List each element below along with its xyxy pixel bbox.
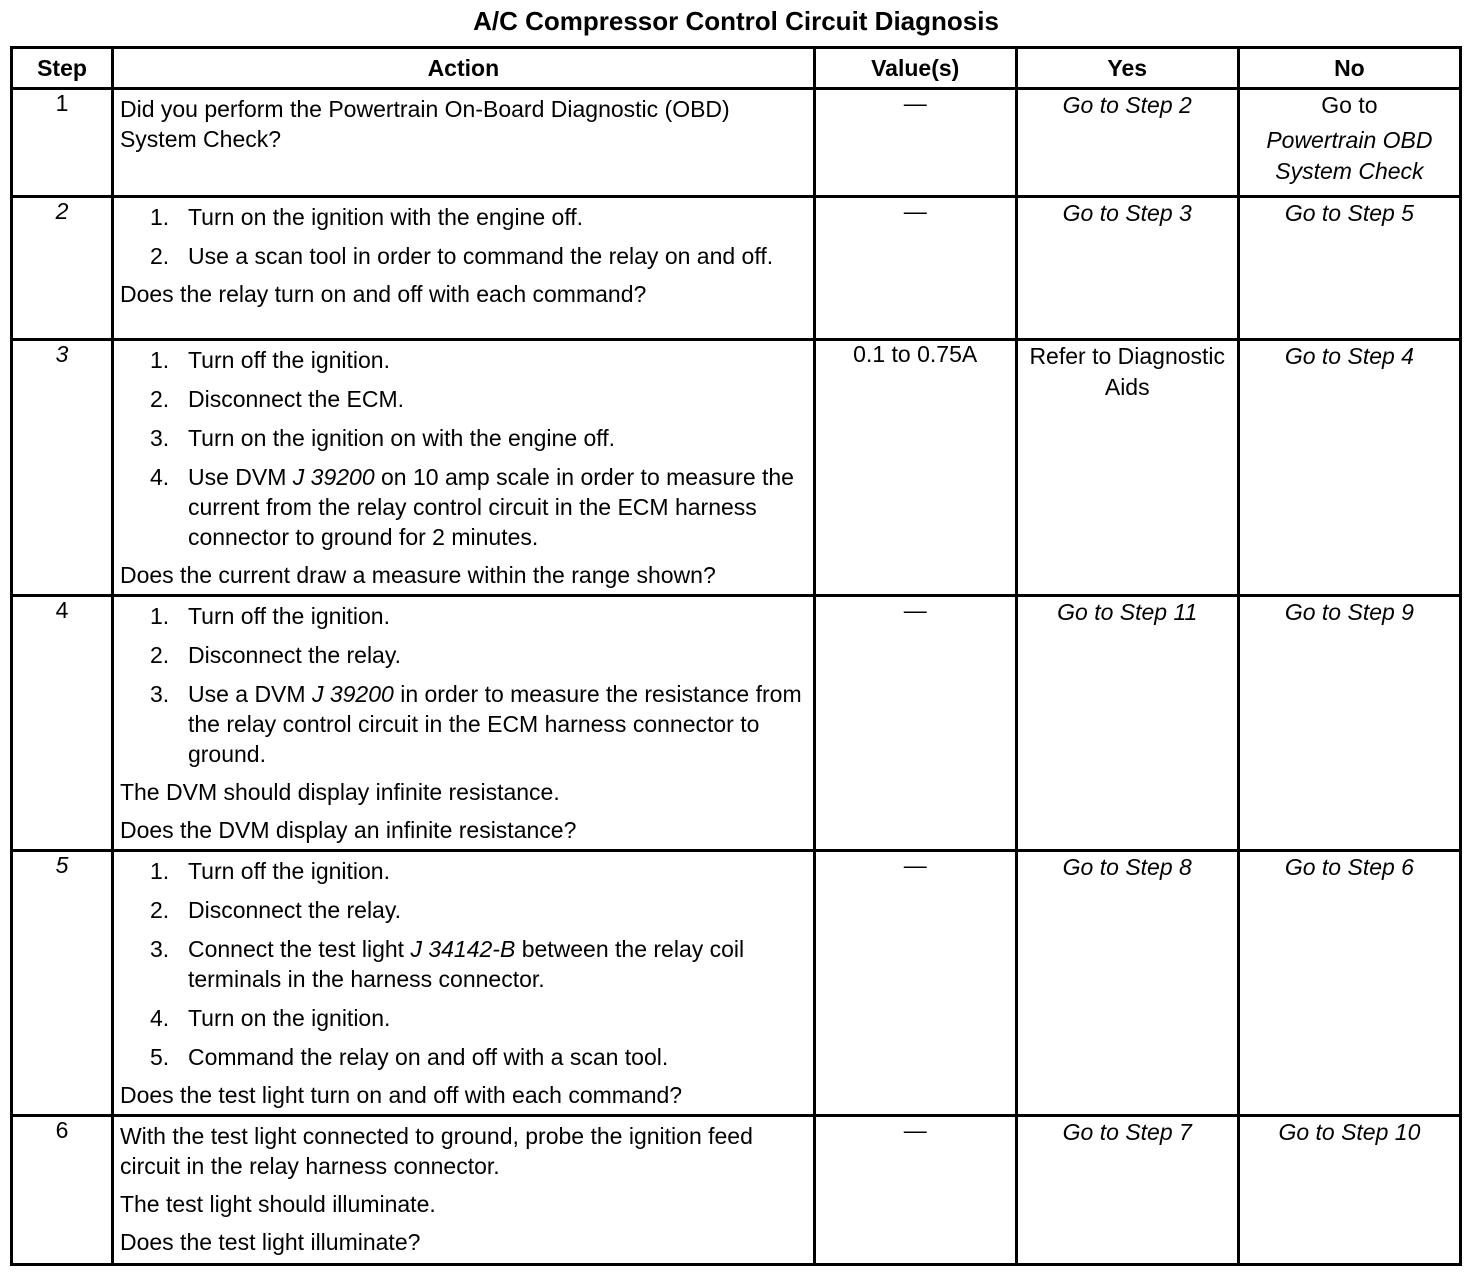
header-action: Action [112, 48, 814, 89]
no-cell: Go to Step 5 [1238, 197, 1460, 340]
action-step: 3. Turn on the ignition on with the engine off. [149, 425, 616, 451]
tool-number: J 39200 [292, 464, 375, 490]
action-question: Does the DVM display an infinite resistance? [119, 817, 577, 843]
action-text: Did you perform the Powertrain On-Board Diagnostic (OBD) System Check? [119, 96, 730, 152]
no-cell: Go to Step 6 [1238, 851, 1460, 1116]
action-step: 2. Use a scan tool in order to command the relay on and off. [149, 243, 774, 269]
no-cell: Go to Step 4 [1238, 340, 1460, 596]
tool-number: J 34142-B [410, 936, 516, 962]
yes-cell: Refer to Diagnostic Aids [1016, 340, 1238, 596]
action-cell [112, 340, 814, 596]
diagnosis-table [10, 46, 1462, 1266]
action-step: 1. Turn off the ignition. [149, 603, 390, 629]
no-cell: Go to Step 9 [1238, 596, 1460, 851]
tool-number: J 39200 [311, 681, 394, 707]
header-step: Step [12, 48, 113, 89]
value-cell: — [814, 851, 1016, 1116]
action-question: Does the test light turn on and off with each command? [119, 1082, 683, 1108]
no-cell: Go to Powertrain OBD System Check [1238, 89, 1460, 197]
table-row [12, 89, 1461, 197]
page-title: A/C Compressor Control Circuit Diagnosis [473, 6, 999, 36]
value-cell: — [814, 1116, 1016, 1265]
action-step: 4. Turn on the ignition. [149, 1005, 391, 1031]
step-number: 2 [12, 197, 113, 340]
table-row [12, 851, 1461, 1116]
action-question: Does the test light illuminate? [119, 1229, 421, 1255]
action-cell [112, 596, 814, 851]
yes-cell: Go to Step 11 [1016, 596, 1238, 851]
action-step: 2. Disconnect the ECM. [149, 386, 404, 412]
step-number: 1 [12, 89, 113, 197]
action-step: 2. Disconnect the relay. [149, 897, 402, 923]
action-step: 2. Disconnect the relay. [149, 642, 402, 668]
yes-cell: Go to Step 8 [1016, 851, 1238, 1116]
action-text: With the test light connected to ground, probe the ignition feed circuit in the relay harness connector. [119, 1123, 753, 1179]
value-cell: 0.1 to 0.75A [814, 340, 1016, 596]
action-cell [112, 1116, 814, 1265]
action-note: The test light should illuminate. [119, 1191, 436, 1217]
table-row [12, 1116, 1461, 1265]
yes-cell: Go to Step 7 [1016, 1116, 1238, 1265]
value-cell: — [814, 197, 1016, 340]
table-row [12, 197, 1461, 340]
yes-cell: Go to Step 2 [1016, 89, 1238, 197]
action-step: 1. Turn off the ignition. [149, 858, 390, 884]
value-cell: — [814, 596, 1016, 851]
action-step: 5. Command the relay on and off with a scan tool. [149, 1044, 669, 1070]
action-cell [112, 197, 814, 340]
no-cell: Go to Step 10 [1238, 1116, 1460, 1265]
table-row [12, 596, 1461, 851]
action-step: 3. Use a DVM J 39200 in order to measure the resistance from the relay control circuit in the ECM harness connector to ground. [149, 681, 802, 767]
yes-cell: Go to Step 3 [1016, 197, 1238, 340]
action-question: Does the relay turn on and off with each command? [119, 281, 647, 307]
header-value: Value(s) [814, 48, 1016, 89]
action-step: 1. Turn off the ignition. [149, 347, 390, 373]
action-cell [112, 851, 814, 1116]
header-no: No [1238, 48, 1460, 89]
step-number: 5 [12, 851, 113, 1116]
value-cell: — [814, 89, 1016, 197]
action-note: The DVM should display infinite resistance. [119, 779, 560, 805]
action-question: Does the current draw a measure within the range shown? [119, 562, 716, 588]
table-row [12, 340, 1461, 596]
action-step: 1. Turn on the ignition with the engine off. [149, 204, 584, 230]
step-number: 6 [12, 1116, 113, 1265]
step-number: 4 [12, 596, 113, 851]
action-cell [112, 89, 814, 197]
header-yes: Yes [1016, 48, 1238, 89]
table-header-row [12, 48, 1461, 89]
action-step: 4. Use DVM J 39200 on 10 amp scale in order to measure the current from the relay control circuit in the ECM harness connector to ground for 2 minutes. [149, 464, 794, 550]
step-number: 3 [12, 340, 113, 596]
action-step: 3. Connect the test light J 34142-B between the relay coil terminals in the harness connector. [149, 936, 745, 992]
